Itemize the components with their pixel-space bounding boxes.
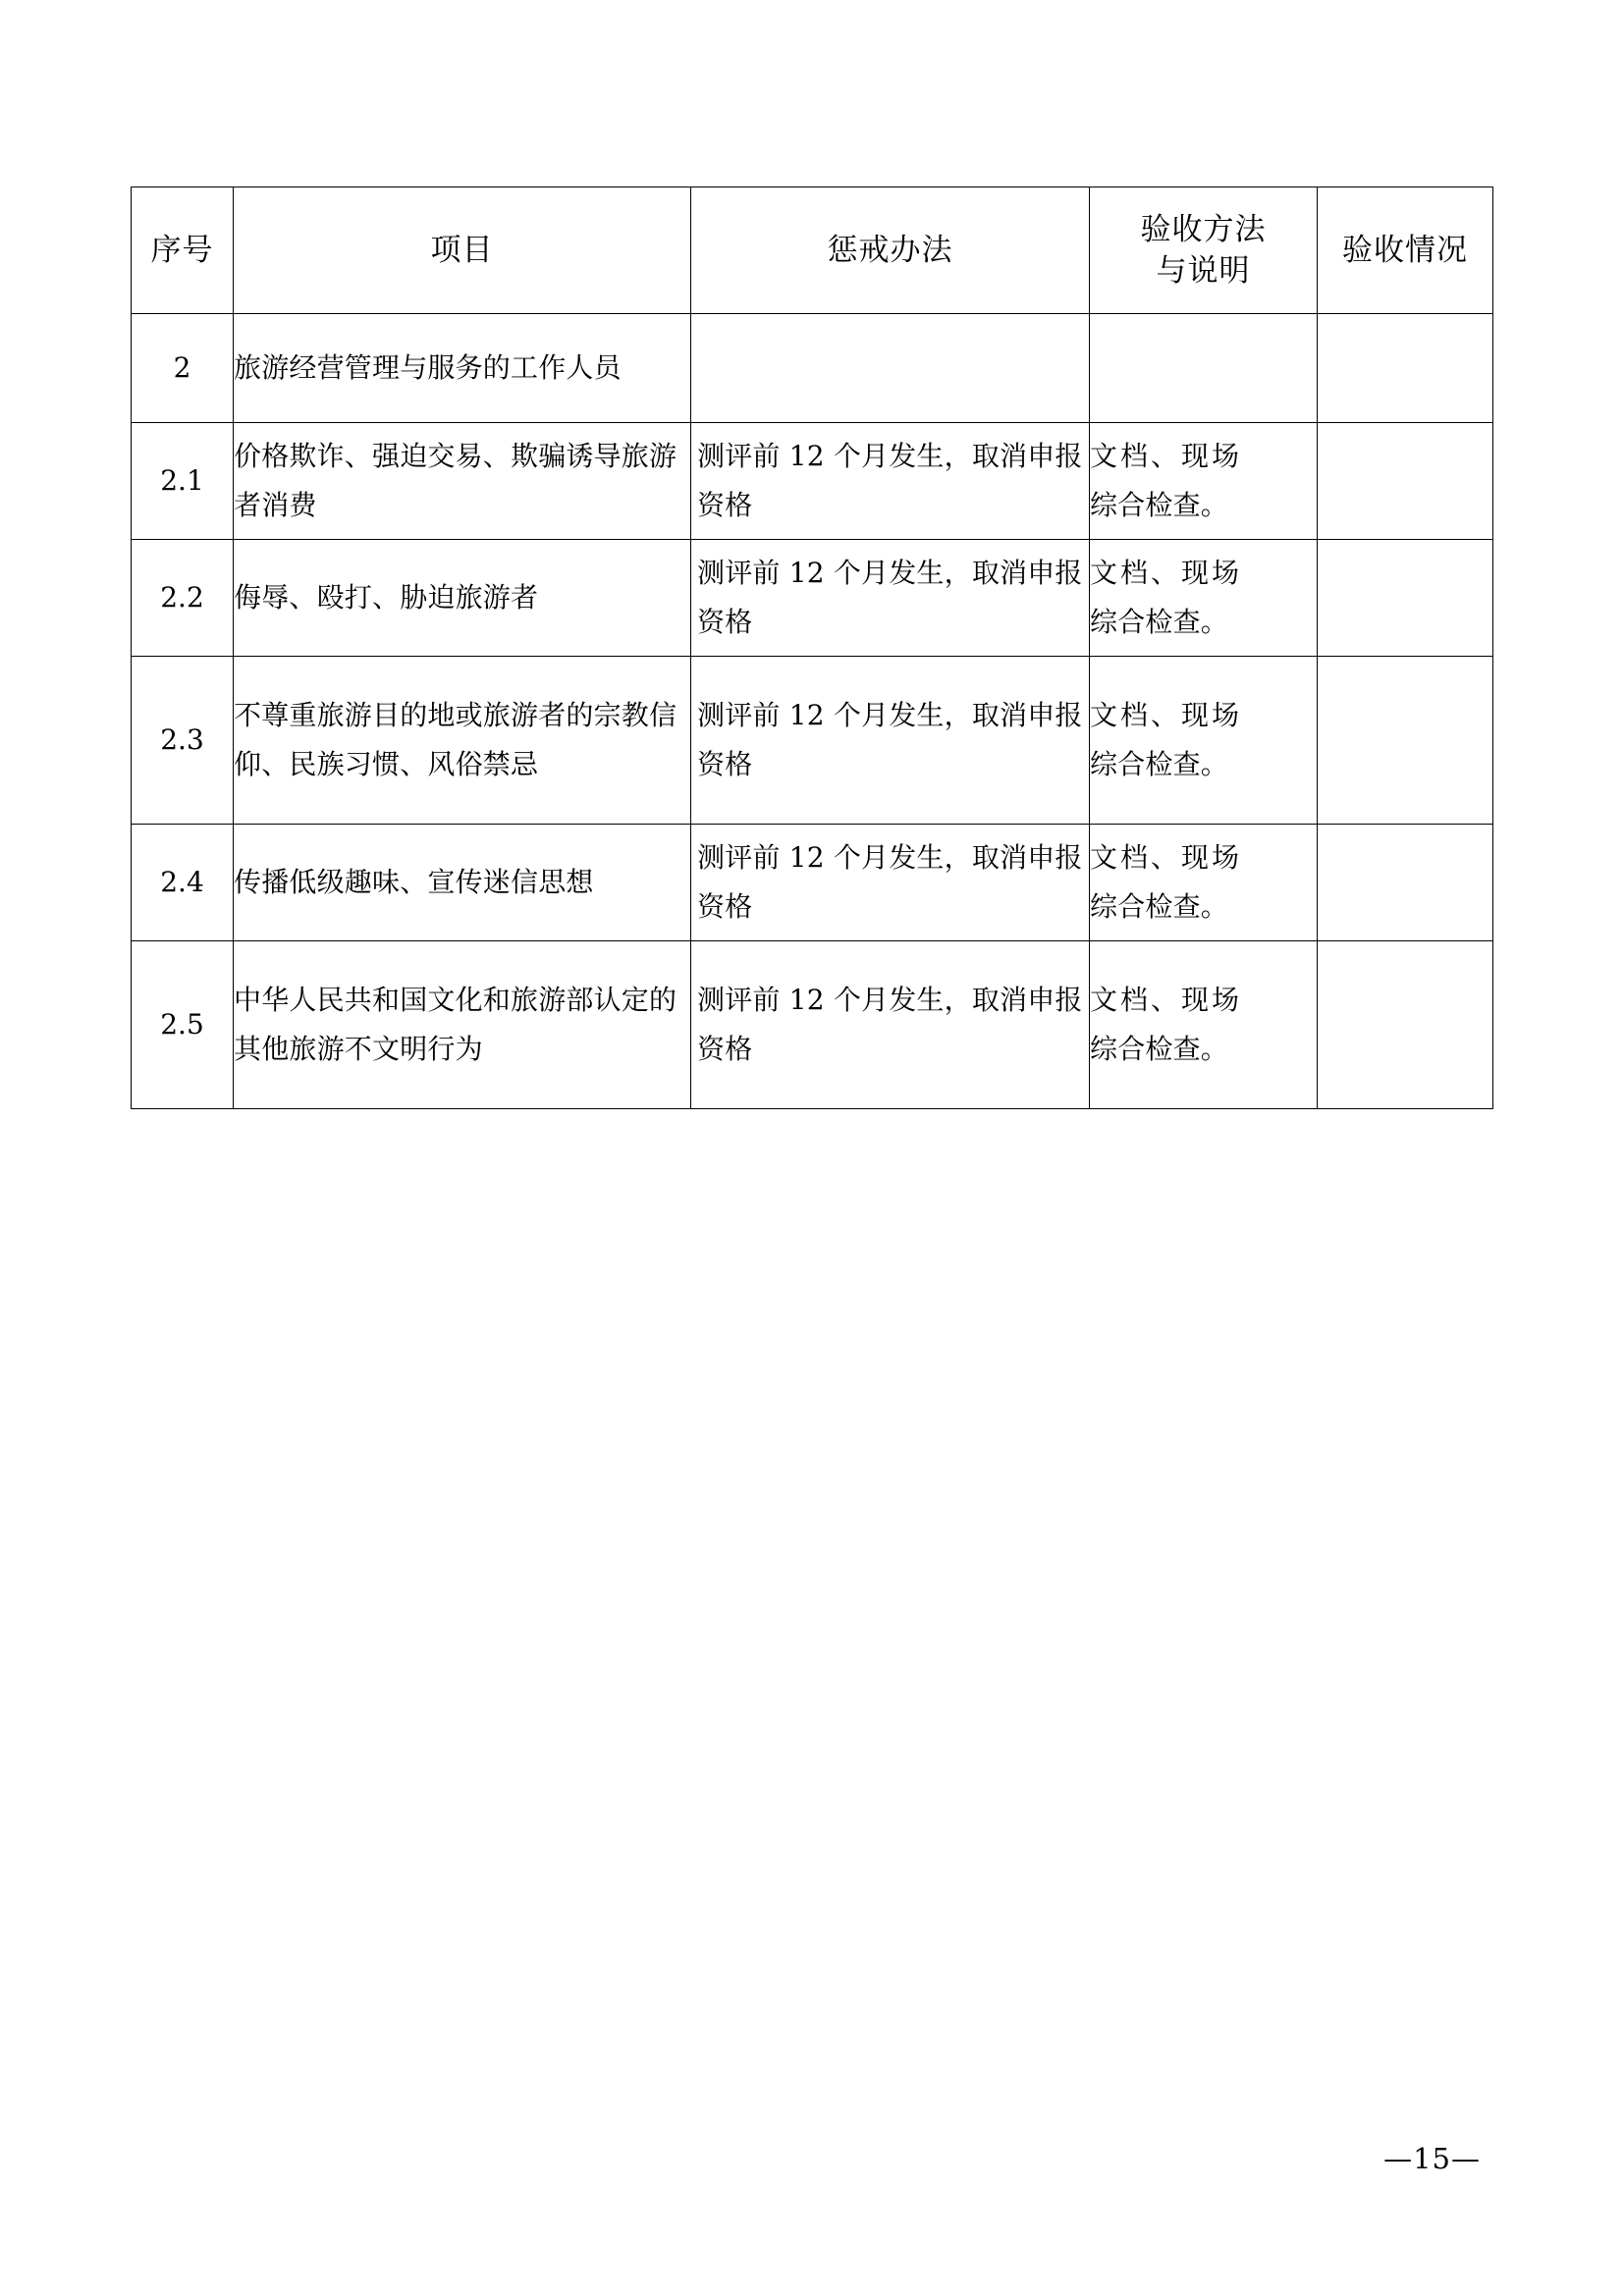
row-number: 2.5: [132, 941, 234, 1109]
row-method: [1090, 941, 1318, 1109]
table-row: [132, 314, 1493, 423]
page-number: —15—: [1383, 2142, 1481, 2175]
row-item: 价格欺诈、强迫交易、欺骗诱导旅游者消费: [234, 423, 691, 540]
header-cell-measure: 惩戒办法: [691, 187, 1090, 314]
assessment-table: [131, 187, 1493, 1109]
row-number: 2: [132, 314, 234, 423]
row-method-line2: 综合检查。: [1090, 1033, 1229, 1065]
header-method-line1: 验收方法: [1140, 212, 1267, 247]
row-method-line2: 综合检查。: [1090, 890, 1229, 923]
row-item: 旅游经营管理与服务的工作人员: [234, 314, 691, 423]
row-method: [1090, 540, 1318, 657]
row-result: [1318, 825, 1493, 941]
row-number: 2.1: [132, 423, 234, 540]
row-number: 2.4: [132, 825, 234, 941]
row-result: [1318, 423, 1493, 540]
row-method: [1090, 423, 1318, 540]
header-method-line2: 与说明: [1156, 253, 1251, 289]
header-cell-result: 验收情况: [1318, 187, 1493, 314]
row-result: [1318, 941, 1493, 1109]
row-item: 传播低级趣味、宣传迷信思想: [234, 825, 691, 941]
row-measure: 测评前 12 个月发生，取消申报资格: [691, 825, 1090, 941]
row-number: 2.2: [132, 540, 234, 657]
row-measure: 测评前 12 个月发生，取消申报资格: [691, 657, 1090, 825]
row-method-line1: 文档、现场: [1090, 557, 1243, 589]
table-row: [132, 825, 1493, 941]
row-method-line1: 文档、现场: [1090, 440, 1243, 472]
table-row: [132, 941, 1493, 1109]
row-method: [1090, 314, 1318, 423]
row-item: 侮辱、殴打、胁迫旅游者: [234, 540, 691, 657]
table-header-row: [132, 187, 1493, 314]
header-cell-num: 序号: [132, 187, 234, 314]
row-item: 不尊重旅游目的地或旅游者的宗教信仰、民族习惯、风俗禁忌: [234, 657, 691, 825]
row-method-line2: 综合检查。: [1090, 489, 1229, 521]
row-method: [1090, 657, 1318, 825]
row-measure: 测评前 12 个月发生，取消申报资格: [691, 540, 1090, 657]
row-measure: 测评前 12 个月发生，取消申报资格: [691, 423, 1090, 540]
table-row: [132, 423, 1493, 540]
table-row: [132, 657, 1493, 825]
table-row: [132, 540, 1493, 657]
row-method-line1: 文档、现场: [1090, 984, 1243, 1016]
row-item: 中华人民共和国文化和旅游部认定的其他旅游不文明行为: [234, 941, 691, 1109]
row-method-line2: 综合检查。: [1090, 606, 1229, 638]
header-cell-item: 项目: [234, 187, 691, 314]
row-measure: [691, 314, 1090, 423]
row-measure: 测评前 12 个月发生，取消申报资格: [691, 941, 1090, 1109]
row-method: [1090, 825, 1318, 941]
row-method-line1: 文档、现场: [1090, 841, 1243, 874]
row-number: 2.3: [132, 657, 234, 825]
row-method-line2: 综合检查。: [1090, 748, 1229, 780]
header-cell-method: [1090, 187, 1318, 314]
row-result: [1318, 540, 1493, 657]
row-method-line1: 文档、现场: [1090, 699, 1243, 731]
row-result: [1318, 657, 1493, 825]
row-result: [1318, 314, 1493, 423]
